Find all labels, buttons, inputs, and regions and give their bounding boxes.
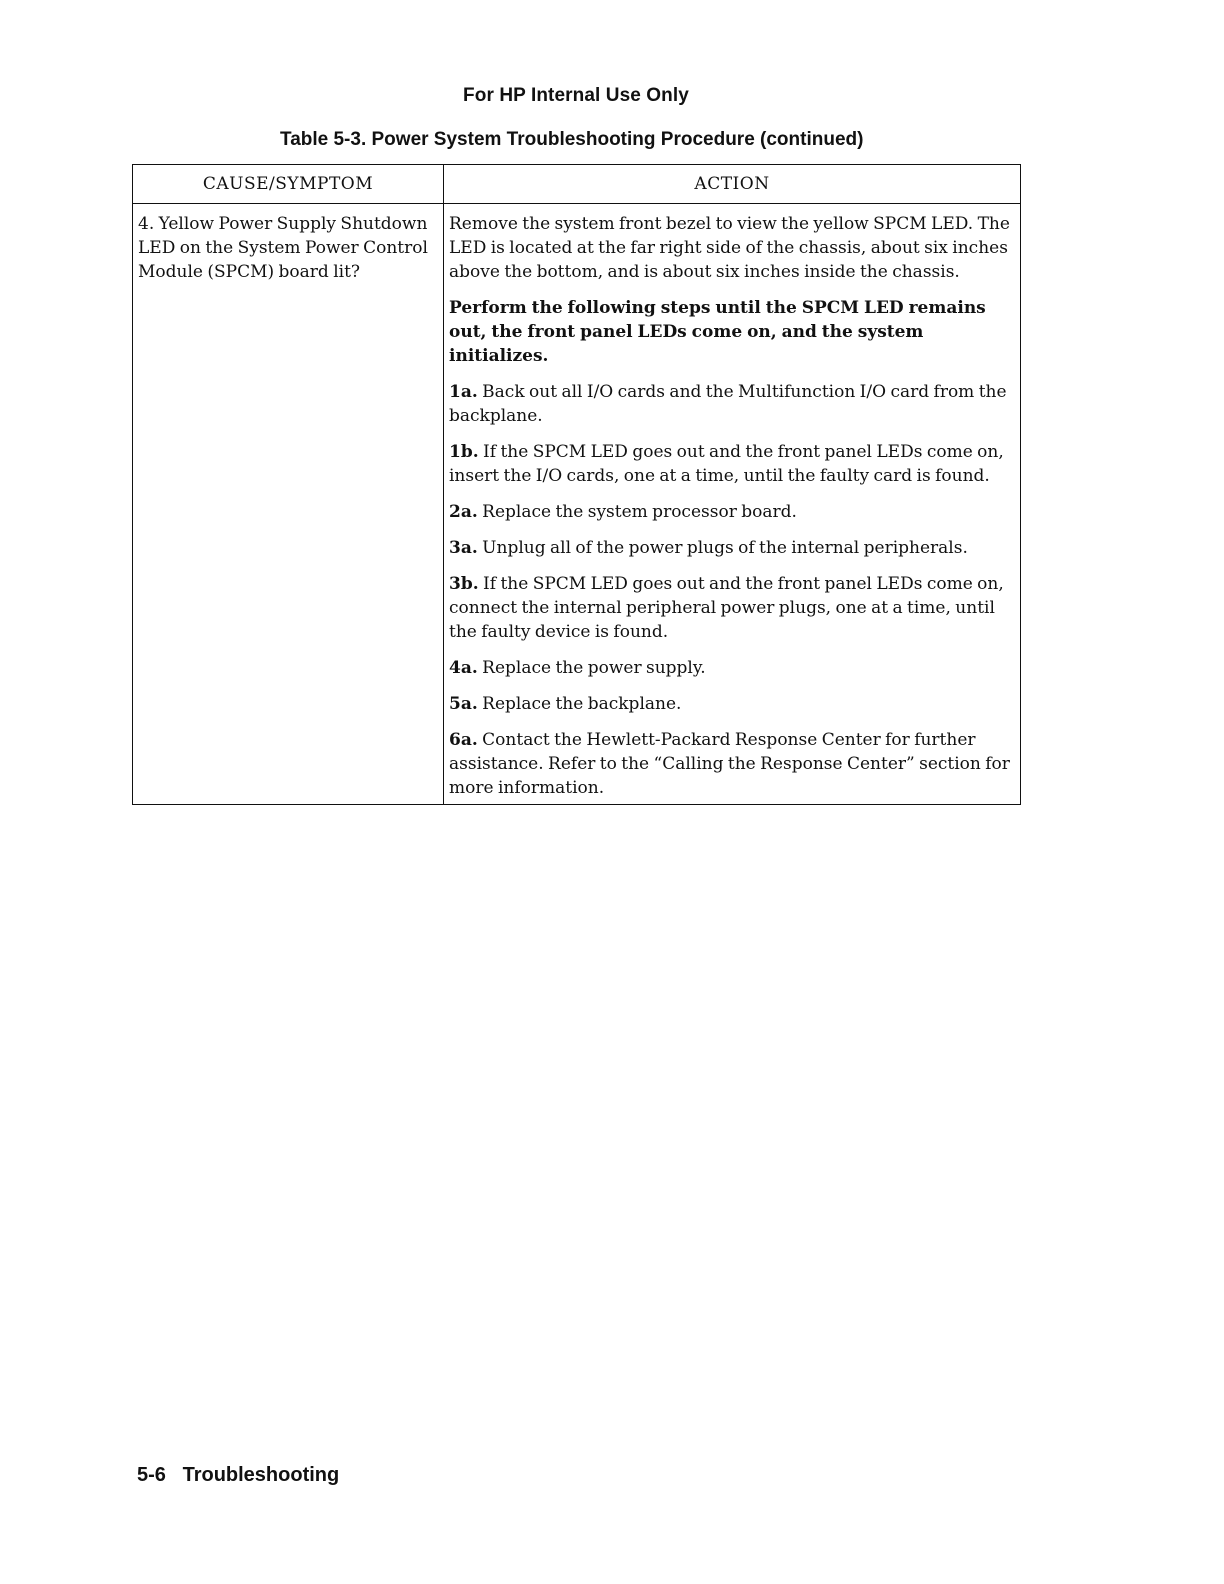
step-item (449, 380, 1016, 428)
step-label: 3a. (449, 538, 478, 558)
step-text: Unplug all of the power plugs of the internal peripherals. (482, 538, 968, 558)
step-label: 6a. (449, 730, 478, 750)
step-label: 1b. (449, 442, 479, 462)
step-text: Back out all I/O cards and the Multifunction I/O card from the backplane. (449, 382, 1007, 426)
step-label: 4a. (449, 658, 478, 678)
step-text: Replace the system processor board. (482, 502, 797, 522)
internal-use-notice: For HP Internal Use Only (463, 85, 689, 106)
section-name: Troubleshooting (182, 1464, 340, 1486)
troubleshooting-table (132, 164, 1021, 805)
cause-cell: 4. Yellow Power Supply Shutdown LED on the System Power Control Module (SPCM) board lit? (133, 204, 444, 805)
step-item (449, 572, 1016, 644)
page-number: 5-6 (137, 1464, 166, 1486)
step-item (449, 536, 1016, 560)
column-header-cause: CAUSE/SYMPTOM (133, 165, 444, 204)
step-item (449, 500, 1016, 524)
step-item (449, 692, 1016, 716)
step-label: 5a. (449, 694, 478, 714)
page-footer (137, 1464, 339, 1487)
action-intro: Remove the system front bezel to view the yellow SPCM LED. The LED is located at the far right side of the chassis, about six inches above the bottom, and is about six inches inside the chassis. (449, 214, 1010, 282)
step-item (449, 656, 1016, 680)
step-label: 2a. (449, 502, 478, 522)
step-label: 3b. (449, 574, 479, 594)
action-emphasis: Perform the following steps until the SPCM LED remains out, the front panel LEDs come on, and the system initializes. (449, 298, 986, 366)
step-text: Replace the backplane. (482, 694, 682, 714)
step-text: Contact the Hewlett-Packard Response Center for further assistance. Refer to the “Calling the Response Center” section for more information. (449, 730, 1010, 798)
column-header-action: ACTION (444, 165, 1021, 204)
step-item (449, 440, 1016, 488)
step-text: Replace the power supply. (482, 658, 706, 678)
table-header-row (133, 165, 1021, 204)
action-cell (444, 204, 1021, 805)
step-text: If the SPCM LED goes out and the front panel LEDs come on, connect the internal peripheral power plugs, one at a time, until the faulty device is found. (449, 574, 1004, 642)
step-text: If the SPCM LED goes out and the front panel LEDs come on, insert the I/O cards, one at a time, until the faulty card is found. (449, 442, 1004, 486)
table-row (133, 204, 1021, 805)
step-item (449, 728, 1016, 800)
table-title: Table 5-3. Power System Troubleshooting Procedure (continued) (280, 129, 864, 150)
step-label: 1a. (449, 382, 478, 402)
